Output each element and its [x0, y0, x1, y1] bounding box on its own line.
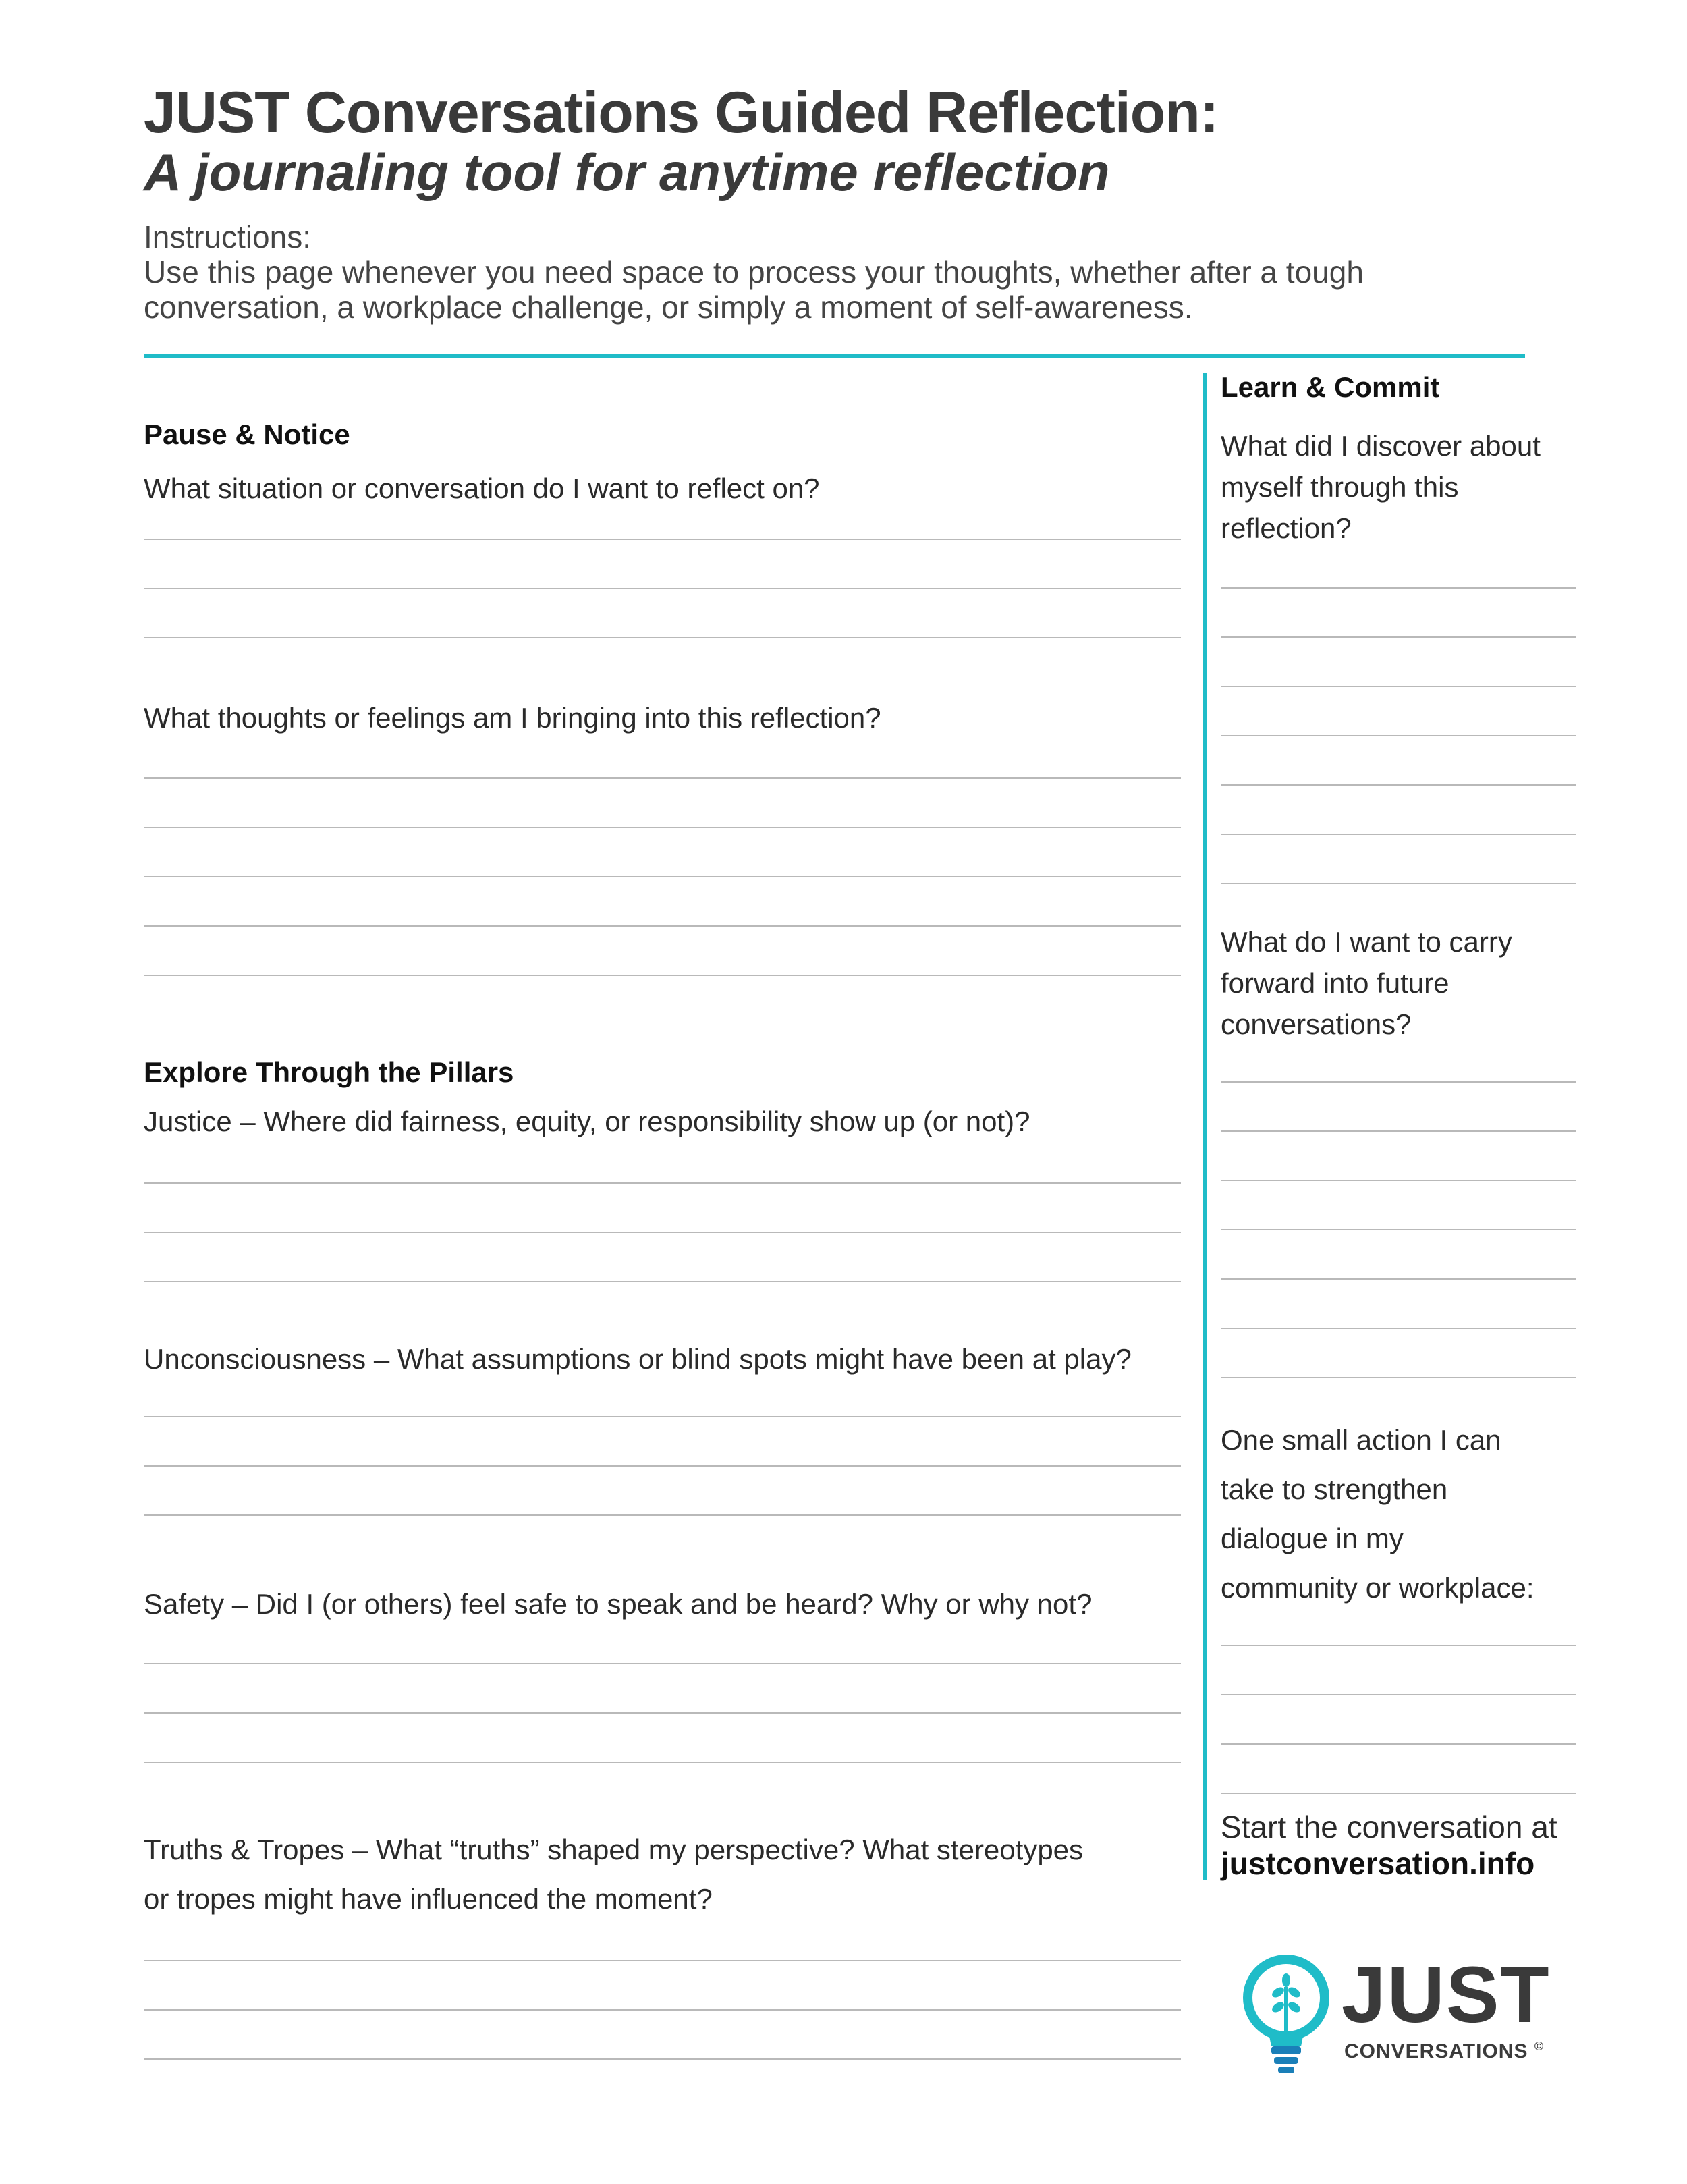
answer-line[interactable] — [144, 2009, 1181, 2011]
question-small-action-line-1: One small action I can — [1221, 1424, 1501, 1456]
question-discover-line-2: myself through this — [1221, 471, 1459, 503]
section-heading-learn-commit: Learn & Commit — [1221, 371, 1440, 403]
question-small-action-line-3: dialogue in my — [1221, 1523, 1404, 1554]
header-divider — [144, 354, 1525, 358]
answer-line[interactable] — [1221, 1180, 1576, 1181]
answer-line[interactable] — [144, 876, 1181, 877]
question-truths-tropes-line-1: Truths & Tropes – What “truths” shaped my perspective? What stereotypes — [144, 1834, 1084, 1865]
answer-line[interactable] — [1221, 834, 1576, 835]
answer-line[interactable] — [144, 925, 1181, 927]
question-situation: What situation or conversation do I want to reflect on? — [144, 472, 820, 504]
answer-line[interactable] — [1221, 1743, 1576, 1745]
question-small-action — [1221, 1415, 1534, 1612]
answer-line[interactable] — [144, 1960, 1181, 1961]
answer-line[interactable] — [1221, 1081, 1576, 1083]
answer-line[interactable] — [1221, 1229, 1576, 1230]
answer-line[interactable] — [144, 1712, 1181, 1714]
question-small-action-line-2: take to strengthen — [1221, 1473, 1448, 1505]
question-safety: Safety – Did I (or others) feel safe to speak and be heard? Why or why not? — [144, 1588, 1093, 1620]
just-conversations-logo — [1240, 1952, 1557, 2080]
question-carry-forward-line-1: What do I want to carry — [1221, 926, 1512, 958]
logo-subtext — [1344, 2040, 1544, 2063]
footer-text: Start the conversation at — [1221, 1809, 1557, 1845]
answer-line[interactable] — [1221, 1645, 1576, 1646]
answer-line[interactable] — [1221, 735, 1576, 736]
answer-line[interactable] — [144, 1465, 1181, 1467]
page-title: JUST Conversations Guided Reflection: — [144, 80, 1219, 145]
instructions — [144, 219, 1561, 325]
instructions-label: Instructions: — [144, 219, 311, 254]
answer-line[interactable] — [1221, 883, 1576, 884]
answer-line[interactable] — [144, 1232, 1181, 1233]
copyright-mark: © — [1534, 2040, 1545, 2053]
question-carry-forward — [1221, 921, 1512, 1045]
question-discover — [1221, 425, 1541, 549]
instructions-line-1: Use this page whenever you need space to process your thoughts, whether after a tough — [144, 254, 1364, 290]
question-carry-forward-line-3: conversations? — [1221, 1008, 1412, 1040]
answer-line[interactable] — [1221, 1793, 1576, 1794]
answer-line[interactable] — [144, 539, 1181, 540]
answer-line[interactable] — [144, 777, 1181, 779]
question-discover-line-3: reflection? — [1221, 512, 1352, 544]
answer-line[interactable] — [1221, 1130, 1576, 1132]
question-justice: Justice – Where did fairness, equity, or responsibility show up (or not)? — [144, 1105, 1030, 1137]
answer-line[interactable] — [144, 1762, 1181, 1763]
question-unconsciousness: Unconsciousness – What assumptions or blind spots might have been at play? — [144, 1343, 1132, 1375]
lightbulb-icon — [1240, 1952, 1335, 2080]
answer-line[interactable] — [144, 2058, 1181, 2060]
answer-line[interactable] — [144, 1416, 1181, 1417]
answer-line[interactable] — [1221, 1377, 1576, 1378]
answer-line[interactable] — [144, 1182, 1181, 1184]
section-heading-pause-notice: Pause & Notice — [144, 418, 350, 450]
answer-line[interactable] — [144, 637, 1181, 638]
answer-line[interactable] — [1221, 587, 1576, 589]
answer-line[interactable] — [144, 1281, 1181, 1282]
answer-line[interactable] — [1221, 1694, 1576, 1695]
answer-line[interactable] — [144, 588, 1181, 589]
question-truths-tropes — [144, 1825, 1083, 1923]
question-discover-line-1: What did I discover about — [1221, 430, 1541, 462]
answer-line[interactable] — [1221, 1328, 1576, 1329]
answer-line[interactable] — [144, 827, 1181, 828]
page-subtitle: A journaling tool for anytime reflection — [144, 142, 1110, 202]
question-small-action-line-4: community or workplace: — [1221, 1572, 1534, 1604]
column-divider — [1203, 373, 1207, 1880]
question-thoughts-feelings: What thoughts or feelings am I bringing into this reflection? — [144, 702, 881, 734]
answer-line[interactable] — [144, 975, 1181, 976]
answer-line[interactable] — [1221, 636, 1576, 638]
question-carry-forward-line-2: forward into future — [1221, 967, 1449, 999]
footer-url-link[interactable]: justconversation.info — [1221, 1846, 1535, 1881]
question-truths-tropes-line-2: or tropes might have influenced the moment? — [144, 1883, 713, 1915]
section-heading-pillars: Explore Through the Pillars — [144, 1056, 514, 1088]
answer-line[interactable] — [1221, 686, 1576, 687]
logo-wordmark: JUST — [1342, 1950, 1551, 2040]
instructions-line-2: conversation, a workplace challenge, or simply a moment of self-awareness. — [144, 290, 1193, 325]
logo-subtext-label: CONVERSATIONS — [1344, 2040, 1528, 2063]
answer-line[interactable] — [144, 1514, 1181, 1516]
answer-line[interactable] — [1221, 784, 1576, 786]
answer-line[interactable] — [144, 1663, 1181, 1664]
answer-line[interactable] — [1221, 1278, 1576, 1280]
